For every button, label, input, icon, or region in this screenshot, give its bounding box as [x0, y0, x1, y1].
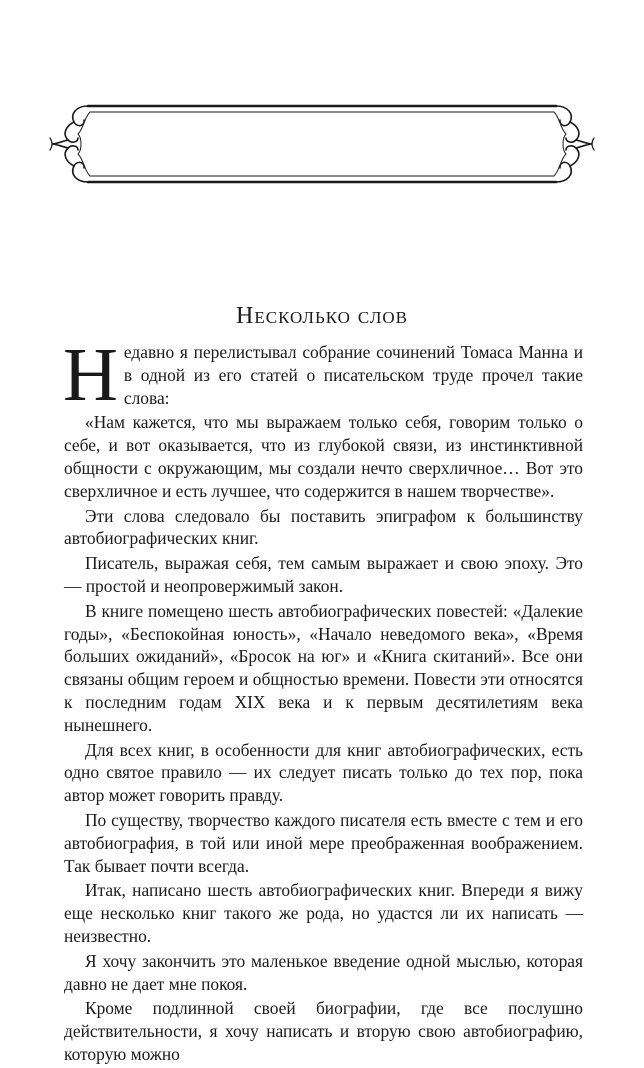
paragraph: Писатель, выражая себя, тем самым выражает и свою эпоху. Это — простой и неопровержимый закон.: [64, 553, 583, 596]
ornamental-header-frame: [48, 88, 596, 200]
paragraph: По существу, творчество каждого писателя есть вместе с тем и его автобиография, в той или иной мере преображенная воображением. Так бывает почти всегда.: [64, 809, 583, 876]
paragraph: «Нам кажется, что мы выражаем только себя, говорим только о себе, и вот оказывается, что из глубокой связи, из инстинктивной общности с окружающим, мы создали нечто сверхличное… Вот это сверхличное и есть лучшее, что содержится в нашем творчестве».: [64, 412, 583, 501]
paragraph: Я хочу закончить это маленькое введение одной мыслью, которая давно не дает мне покоя.: [64, 950, 583, 994]
drop-cap: Н: [63, 333, 118, 417]
chapter-title: Несколько слов: [236, 303, 408, 330]
paragraph: В книге помещено шесть автобиографических повестей: «Далекие годы», «Беспокойная юность», «Начало неведомого века», «Время больших ожиданий», «Бросок на юг» и «Книга скитаний». Все они связаны общим героем и общностью времени. Повести эти относятся к последним годам XIX века и к первым десятилетиям века нынешнего.: [64, 600, 583, 735]
paragraph: Итак, написано шесть автобиографических книг. Впереди я вижу еще несколько книг такого же рода, но удастся ли их написать — неизвестно.: [64, 880, 583, 946]
paragraph-text: едавно я перелистывал собрание сочинений Томаса Манна и в одной из его статей о писательском труде прочел такие слова:: [123, 342, 583, 408]
paragraph: Для всех книг, в особенности для книг автобиографических, есть одно святое правило — их следует писать только до тех пор, пока автор может говорить правду.: [64, 739, 583, 806]
body-text: [63, 333, 583, 1068]
paragraph: [63, 333, 583, 417]
paragraph: Кроме подлинной своей биографии, где все послушно действительности, я хочу написать и вторую свою автобиографию, которую можно: [64, 998, 583, 1064]
paragraph: Эти слова следовало бы поставить эпиграфом к большинству автобиографических книг.: [64, 505, 583, 549]
